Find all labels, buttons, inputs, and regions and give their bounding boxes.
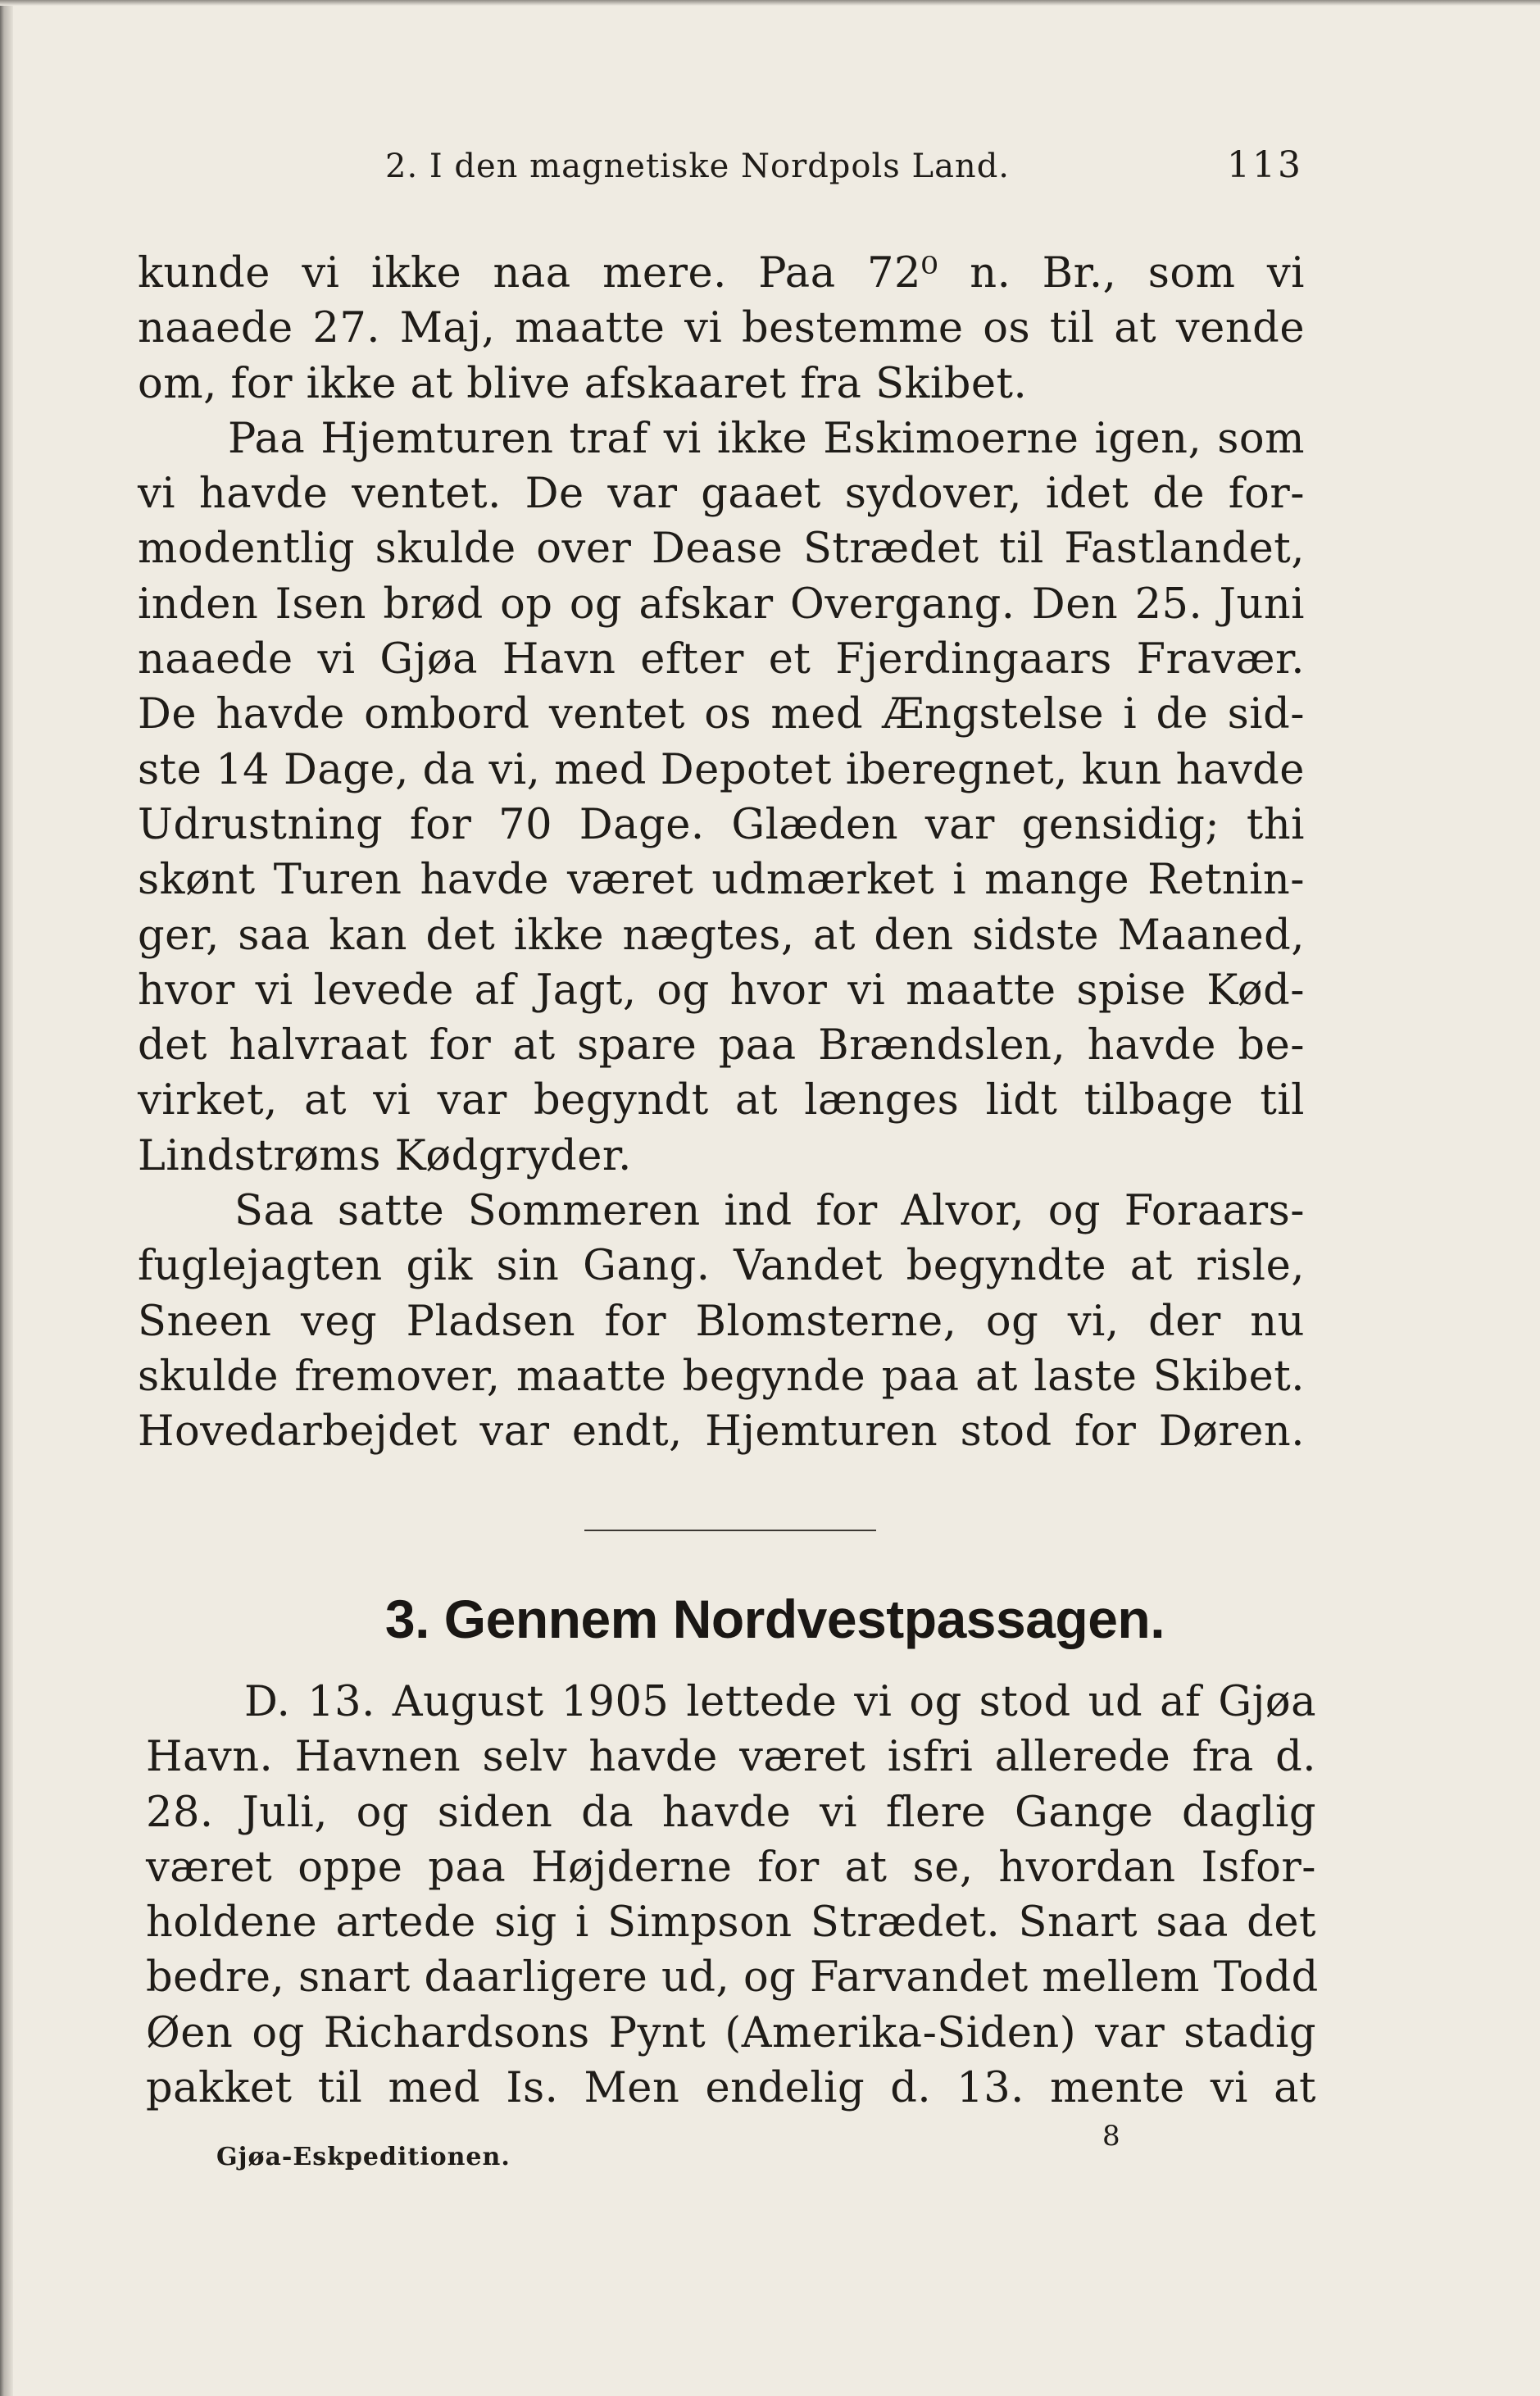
text-line: Saa satte Sommeren ind for Alvor, og Foraars-: [234, 1187, 1305, 1236]
text-line: vi havde ventet. De var gaaet sydover, idet de for-: [138, 470, 1305, 519]
text-line: været oppe paa Højderne for at se, hvordan Isfor-: [146, 1843, 1316, 1892]
text-line: Udrustning for 70 Dage. Glæden var gensidig; thi: [138, 800, 1305, 849]
text-line: 28. Juli, og siden da havde vi flere Gange daglig: [146, 1788, 1316, 1837]
text-line: Lindstrøms Kødgryder.: [138, 1131, 632, 1180]
text-line: Paa Hjemturen traf vi ikke Eskimoerne igen, som: [228, 414, 1305, 463]
running-head: [385, 144, 1303, 197]
body-text-section: [146, 1675, 1319, 2116]
text-line: Hovedarbejdet var endt, Hjemturen stod for Døren.: [138, 1407, 1305, 1457]
text-line: skulde fremover, maatte begynde paa at laste Skibet.: [138, 1352, 1305, 1401]
text-line: Havn. Havnen selv havde været isfri allerede fra d.: [146, 1733, 1316, 1782]
text-line: naaede vi Gjøa Havn efter et Fjerdingaars Fravær.: [138, 635, 1305, 684]
text-line: De havde ombord ventet os med Ængstelse i de sid-: [138, 690, 1305, 739]
page-number: 113: [1227, 144, 1303, 186]
text-line: skønt Turen havde været udmærket i mange Retnin-: [138, 856, 1305, 905]
text-line: Sneen veg Pladsen for Blomsterne, og vi, der nu: [138, 1297, 1305, 1346]
text-line: inden Isen brød op og afskar Overgang. Den 25. Juni: [138, 580, 1305, 629]
section-heading: 3. Gennem Nordvestpassagen.: [384, 1589, 1165, 1649]
text-line: D. 13. August 1905 lettede vi og stod ud af Gjøa: [244, 1678, 1316, 1726]
text-line: holdene artede sig i Simpson Strædet. Snart saa det: [146, 1898, 1316, 1948]
footer-signature-mark: 8: [1102, 2120, 1120, 2153]
text-line: pakket til med Is. Men endelig d. 13. mente vi at: [146, 2064, 1316, 2113]
page-spine-shadow: [0, 0, 13, 2396]
running-head-title: 2. I den magnetiske Nordpols Land.: [385, 148, 1011, 185]
text-line: Øen og Richardsons Pynt (Amerika-Siden) var stadig: [146, 2008, 1316, 2057]
text-line: modentlig skulde over Dease Strædet til Fastlandet,: [138, 525, 1305, 574]
text-line: ste 14 Dage, da vi, med Depotet iberegnet, kun havde: [138, 745, 1305, 794]
text-line: hvor vi levede af Jagt, og hvor vi maatte spise Kød-: [138, 966, 1305, 1015]
text-line: ger, saa kan det ikke nægtes, at den sidste Maaned,: [138, 911, 1305, 960]
page-top-shadow: [0, 0, 1540, 6]
text-line: kunde vi ikke naa mere. Paa 72⁰ n. Br., som vi: [138, 249, 1305, 298]
text-line: fuglejagten gik sin Gang. Vandet begyndte at risle,: [138, 1242, 1305, 1291]
section-divider-rule: [584, 1530, 876, 1531]
text-line: bedre, snart daarligere ud, og Farvandet mellem Todd: [146, 1953, 1319, 2003]
text-line: naaede 27. Maj, maatte vi bestemme os til at vende: [138, 304, 1305, 353]
text-line: om, for ikke at blive afskaaret fra Skibet.: [138, 359, 1028, 408]
text-line: virket, at vi var begyndt at længes lidt tilbage til: [138, 1076, 1305, 1125]
body-text-top: [138, 246, 1305, 1460]
footer-book-title: Gjøa-Eskpeditionen.: [216, 2143, 511, 2171]
text-line: det halvraat for at spare paa Brændslen, havde be-: [138, 1021, 1305, 1071]
